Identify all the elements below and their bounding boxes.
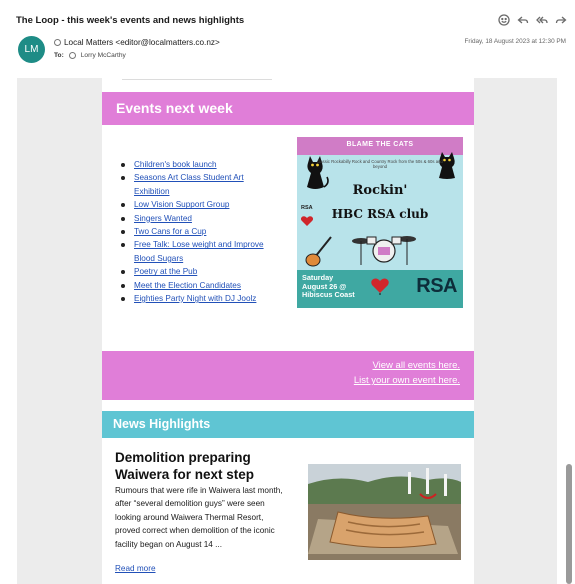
event-link[interactable]: Low Vision Support Group (134, 200, 230, 210)
poster-subtitle: classic Rockabilly Rock and Country Rock from the 50s & 60s and beyond (317, 159, 443, 169)
message-header (0, 0, 575, 78)
poster-line1: Rockin' (352, 183, 408, 198)
news-article-title[interactable]: Demolition preparing Waiwera for next step (115, 450, 255, 482)
list-item (118, 238, 278, 265)
divider (122, 79, 272, 80)
list-item (118, 292, 278, 305)
reply-all-icon[interactable] (536, 14, 548, 26)
message-date: Friday, 18 August 2023 at 12:30 PM (464, 38, 566, 45)
event-link[interactable]: Children's book launch (134, 160, 217, 169)
poster-date-line1: Saturday (302, 273, 334, 282)
event-link[interactable]: Seasons Art Class Student Art Exhibition (134, 173, 244, 196)
news-heading: News Highlights (113, 417, 211, 431)
event-link[interactable]: Poetry at the Pub (134, 267, 198, 277)
heart-icon (300, 214, 314, 228)
poster-date-line2: August 26 @ (302, 281, 347, 291)
sender-name[interactable]: Local Matters <editor@localmatters.co.nz> (64, 38, 220, 47)
poppy-heart-icon (370, 275, 390, 295)
vertical-scrollbar[interactable] (565, 78, 575, 584)
newsletter (102, 78, 474, 584)
event-link[interactable]: Meet the Election Candidates (134, 280, 241, 290)
event-poster[interactable] (297, 137, 463, 308)
reply-icon[interactable] (517, 14, 529, 26)
events-list (118, 158, 278, 305)
status-circle-icon (54, 39, 61, 46)
poster-logo: RSA (416, 275, 457, 297)
list-item (118, 198, 278, 211)
news-article-body: Rumours that were rife in Waiwera last month, after “several demolition guys” were seen looking around Waiwera Thermal Resort, proved correct when demolition of the iconic facility began on August 14 ... (115, 486, 283, 549)
events-links-banner (102, 351, 474, 400)
forward-icon[interactable] (555, 14, 567, 26)
list-item (118, 171, 278, 198)
drum-kit-icon (341, 229, 427, 267)
emoji-icon[interactable] (498, 14, 510, 26)
message-actions (498, 14, 567, 26)
poster-rsa-small: RSA (301, 205, 313, 211)
recipient-circle-icon (69, 52, 76, 59)
view-all-events-link[interactable]: View all events here. (372, 360, 460, 371)
message-body-pane (17, 78, 557, 584)
list-own-event-link[interactable]: List your own event here. (353, 375, 460, 386)
events-banner (102, 92, 474, 125)
poster-date (302, 274, 355, 300)
event-link[interactable]: Eighties Party Night with DJ Joolz (134, 294, 257, 304)
list-item (118, 279, 278, 292)
guitar-icon (303, 235, 333, 269)
scrollbar-thumb[interactable] (566, 464, 572, 584)
poster-line2: HBC RSA club (331, 207, 429, 221)
event-link[interactable]: Free Talk: Lose weight and Improve Blood Sugars (134, 240, 264, 263)
sender-line (54, 38, 220, 47)
list-item (118, 158, 278, 171)
list-item (118, 212, 278, 225)
recipient-name[interactable]: Lorry McCarthy (80, 52, 126, 59)
read-more-link[interactable]: Read more (115, 564, 156, 573)
demolition-photo-illustration (308, 464, 461, 560)
to-label: To: (54, 52, 64, 59)
sender-avatar: LM (18, 36, 45, 63)
list-item (118, 265, 278, 278)
poster-date-line3: Hibiscus Coast (302, 290, 355, 299)
news-photo[interactable] (308, 464, 461, 560)
message-subject: The Loop - this week's events and news highlights (16, 15, 245, 26)
event-link[interactable]: Two Cans for a Cup (134, 227, 207, 237)
poster-title: BLAME THE CATS (346, 141, 414, 148)
news-banner (102, 411, 474, 438)
events-heading: Events next week (116, 100, 233, 116)
list-item (118, 225, 278, 238)
event-link[interactable]: Singers Wanted (134, 213, 192, 223)
recipient-line (54, 52, 126, 59)
